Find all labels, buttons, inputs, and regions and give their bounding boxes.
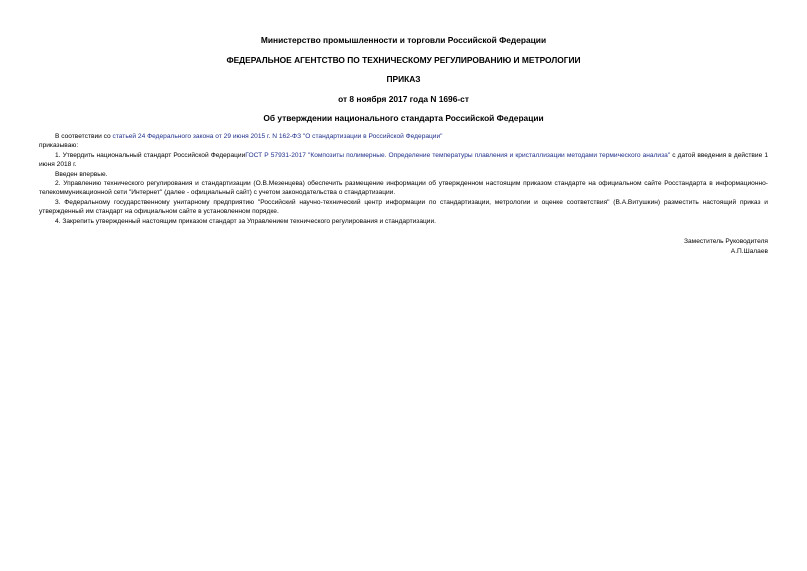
ministry-heading: Министерство промышленности и торговли Российской Федерации xyxy=(260,35,547,45)
order-date-number: от 8 ноября 2017 года N 1696-ст xyxy=(338,94,469,104)
introduced-first-note: Введен впервые. xyxy=(55,170,108,178)
order-word: приказываю: xyxy=(39,142,79,150)
item-1 xyxy=(39,151,768,170)
order-subject: Об утверждении национального стандарта Российской Федерации xyxy=(263,113,544,123)
intro-prefix: В соответствии со xyxy=(55,133,113,140)
signatory-name: А.П.Шалаев xyxy=(730,247,768,255)
item-2: 2. Управлению технического регулирования и стандартизации (О.В.Мезенцева) обеспечить размещение информации об утвержденном настоящим приказом стандарте на официальном сайте Росстандарта в информационно-телекоммуникационной сети "Интернет" (далее - официальный сайт) с учетом законодательства о стандартизации. xyxy=(39,180,768,197)
law-link[interactable]: статьей 24 Федерального закона от 29 июня 2015 г. N 162-ФЗ "О стандартизации в Российской Федерации" xyxy=(112,133,443,140)
signature-block xyxy=(684,237,768,257)
agency-heading: ФЕДЕРАЛЬНОЕ АГЕНТСТВО ПО ТЕХНИЧЕСКОМУ РЕГУЛИРОВАНИЮ И МЕТРОЛОГИИ xyxy=(226,55,581,65)
signatory-position: Заместитель Руководителя xyxy=(684,238,768,245)
intro-paragraph xyxy=(39,132,768,141)
item-4: 4. Закрепить утвержденный настоящим приказом стандарт за Управлением технического регулирования и стандартизации. xyxy=(55,217,436,225)
item-3: 3. Федеральному государственному унитарному предприятию "Российский научно-технический центр информации по стандартизации, метрологии и оценке соответствия" (В.А.Витушкин) разместить настоящий приказ и утвержденный им стандарт на официальном сайте в установленном порядке. xyxy=(39,198,768,216)
order-title: ПРИКАЗ xyxy=(386,74,421,84)
item-1-suffix: с датой введения в действие 1 июня 2018 г. xyxy=(39,151,768,169)
order-body xyxy=(39,132,768,226)
item-1-prefix: 1. Утвердить национальный стандарт Российской Федерации xyxy=(55,151,246,159)
standard-link[interactable]: ГОСТ Р 57931-2017 "Композиты полимерные. Определение температуры плавления и кристаллизации методами термического анализа" xyxy=(245,151,671,159)
